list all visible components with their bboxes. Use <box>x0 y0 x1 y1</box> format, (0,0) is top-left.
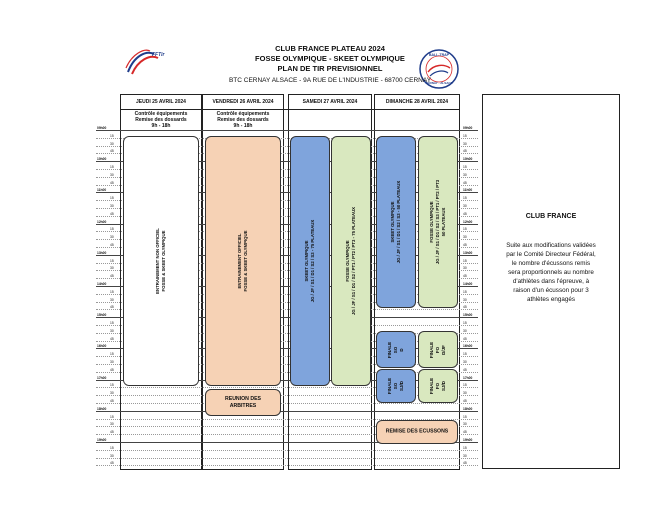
quarter-label: 30 <box>463 328 467 333</box>
block-saturday-fosse: FOSSE OLYMPIQUE JG / JF / S1 / D1 / S2 / PT1 / PT2 / PT3 - 75 PLATEAUX <box>331 136 371 386</box>
quarter-label: 15 <box>110 165 114 169</box>
quarter-label: 30 <box>463 235 467 240</box>
quarter-label: 45 <box>110 305 114 310</box>
hour-label: 15h00 <box>463 313 473 318</box>
hour-label: 15h00 <box>97 313 107 318</box>
quarter-label: 30 <box>110 453 114 458</box>
quarter-label: 15 <box>110 321 114 325</box>
club-france-title: CLUB FRANCE <box>525 213 577 220</box>
quarter-label: 45 <box>110 180 114 185</box>
quarter-label: 15 <box>463 414 467 419</box>
quarter-label: 30 <box>110 141 114 146</box>
quarter-label: 45 <box>110 243 114 247</box>
ball-trap-cernay-logo: BALL-TRAP CERNAY - ALSACE <box>418 48 460 90</box>
hour-label: 13h00 <box>97 250 107 255</box>
quarter-label: 15 <box>463 352 467 357</box>
quarter-label: 15 <box>463 227 467 232</box>
hour-line <box>96 130 478 131</box>
quarter-label: 45 <box>463 180 467 185</box>
block-final-fo-sjd: FINALE FO SJ/D <box>418 369 458 403</box>
quarter-label: 15 <box>110 414 114 419</box>
quarter-label: 30 <box>463 172 467 177</box>
block-final-so-d: FINALE SO D <box>376 331 416 368</box>
quarter-label: 15 <box>110 196 114 201</box>
page-address: BTC CERNAY ALSACE - 9A RUE DE L'INDUSTRIE - 68700 CERNAY <box>228 77 432 84</box>
block-sunday-fosse: FOSSE OLYMPIQUE JG / JF / S1 / D1 / S2 / S3 / PT1 / PT2 / PT3 50 PLATEAUX <box>418 136 458 308</box>
hour-label: 19h00 <box>463 438 473 442</box>
quarter-label: 30 <box>463 453 467 458</box>
quarter-line <box>96 465 478 466</box>
quarter-label: 30 <box>463 360 467 364</box>
page-title: CLUB FRANCE PLATEAU 2024 <box>275 44 385 53</box>
quarter-label: 45 <box>463 430 467 435</box>
hour-label: 12h00 <box>97 219 107 224</box>
hour-label: 18h00 <box>97 406 107 411</box>
hour-label: 13h00 <box>463 250 473 255</box>
quarter-label: 45 <box>463 399 467 403</box>
quarter-label: 30 <box>110 297 114 302</box>
quarter-label: 15 <box>110 383 114 388</box>
day-header-sunday: DIMANCHE 28 AVRIL 2024 <box>385 99 449 105</box>
quarter-label: 45 <box>110 336 114 341</box>
hour-label: 17h00 <box>463 375 473 380</box>
quarter-label: 45 <box>463 305 467 310</box>
page-subtitle: FOSSE OLYMPIQUE - SKEET OLYMPIQUE <box>255 54 405 63</box>
quarter-label: 30 <box>463 422 467 427</box>
quarter-label: 45 <box>463 243 467 247</box>
quarter-label: 30 <box>463 297 467 302</box>
quarter-label: 45 <box>463 211 467 216</box>
quarter-label: 15 <box>110 445 114 450</box>
quarter-label: 30 <box>110 328 114 333</box>
quarter-label: 15 <box>463 196 467 201</box>
hour-label: 14h00 <box>97 282 107 286</box>
quarter-label: 15 <box>463 321 467 325</box>
quarter-label: 30 <box>463 266 467 271</box>
quarter-label: 30 <box>110 422 114 427</box>
day-header-thursday: JEUDI 25 AVRIL 2024 <box>136 99 186 105</box>
block-thursday-training: ENTRAINEMENT NON OFFICIEL FOSSE & SKEET OLYMPIQUE <box>123 136 199 386</box>
block-friday-referee-meeting: REUNION DES ARBITRES <box>205 389 281 416</box>
hour-label: 10h00 <box>97 157 107 162</box>
quarter-label: 15 <box>463 133 467 138</box>
hour-label: 10h00 <box>463 157 473 162</box>
day-header-saturday: SAMEDI 27 AVRIL 2024 <box>302 99 358 105</box>
quarter-label: 30 <box>110 391 114 396</box>
friday-note: Contrôle équipements Remise des dossards 9h - 18h <box>216 111 270 129</box>
quarter-label: 30 <box>110 204 114 208</box>
thursday-note: Contrôle équipements Remise des dossards 9h - 18h <box>134 111 188 129</box>
quarter-line <box>96 403 478 404</box>
quarter-line <box>96 458 478 459</box>
quarter-label: 30 <box>463 141 467 146</box>
quarter-label: 15 <box>110 352 114 357</box>
quarter-label: 15 <box>110 289 114 294</box>
quarter-label: 30 <box>110 172 114 177</box>
quarter-label: 45 <box>110 399 114 403</box>
hour-label: 12h00 <box>463 219 473 224</box>
quarter-label: 45 <box>110 430 114 435</box>
fftir-logo: FFTir <box>124 46 170 76</box>
quarter-label: 15 <box>110 227 114 232</box>
hour-label: 09h00 <box>463 126 473 130</box>
club-france-body: Suite aux modifications validées par le Comité Directeur Fédéral, le nombre d'écussons remis sera proportionnels au nombre d'athlètes dans l'épreuve, à raison d'un écusson pour 3 athlètes engagés <box>506 242 596 303</box>
hour-label: 18h00 <box>463 406 473 411</box>
quarter-label: 45 <box>110 367 114 372</box>
block-remise-ecussons: REMISE DES ECUSSONS <box>376 420 458 444</box>
quarter-label: 30 <box>463 391 467 396</box>
quarter-label: 15 <box>463 165 467 169</box>
quarter-label: 15 <box>110 133 114 138</box>
hour-label: 16h00 <box>463 344 473 349</box>
quarter-label: 45 <box>110 274 114 279</box>
quarter-label: 45 <box>463 367 467 372</box>
hour-label: 11h00 <box>463 188 473 193</box>
block-saturday-skeet: SKEET OLYMPIQUE JG / JF / S1 / D1 / S2 / S3 - 75 PLATEAUX <box>290 136 330 386</box>
quarter-label: 30 <box>463 204 467 208</box>
quarter-label: 45 <box>463 149 467 154</box>
quarter-label: 45 <box>110 211 114 216</box>
day-header-friday: VENDREDI 26 AVRIL 2024 <box>212 99 274 105</box>
quarter-label: 45 <box>463 274 467 279</box>
block-friday-training: ENTRAINEMENT OFFICIEL FOSSE & SKEET OLYMPIQUE <box>205 136 281 386</box>
quarter-label: 45 <box>110 149 114 154</box>
hour-label: 16h00 <box>97 344 107 349</box>
hour-label: 17h00 <box>97 375 107 380</box>
quarter-line <box>96 450 478 451</box>
hour-label: 11h00 <box>97 188 107 193</box>
block-sunday-skeet: SKEET OLYMPIQUE JG / JF / S1 / D1 / S2 / S3 - 50 PLATEAUX <box>376 136 416 308</box>
quarter-label: 45 <box>463 336 467 341</box>
hour-label: 14h00 <box>463 282 473 286</box>
quarter-label: 15 <box>110 258 114 263</box>
quarter-label: 15 <box>463 383 467 388</box>
quarter-label: 15 <box>463 258 467 263</box>
block-final-fo-djf: FINALE FO D/JF <box>418 331 458 368</box>
quarter-label: 30 <box>110 266 114 271</box>
hour-label: 19h00 <box>97 438 107 442</box>
quarter-label: 30 <box>110 360 114 364</box>
block-final-so-sjd: FINALE SO SJ/D <box>376 369 416 403</box>
quarter-label: 15 <box>463 289 467 294</box>
hour-label: 09h00 <box>97 126 107 130</box>
quarter-label: 30 <box>110 235 114 240</box>
club-france-note-panel <box>482 94 620 469</box>
page-plan: PLAN DE TIR PREVISIONNEL <box>277 64 383 73</box>
quarter-label: 45 <box>463 461 467 466</box>
hour-line <box>96 411 478 412</box>
quarter-label: 15 <box>463 445 467 450</box>
quarter-label: 45 <box>110 461 114 466</box>
